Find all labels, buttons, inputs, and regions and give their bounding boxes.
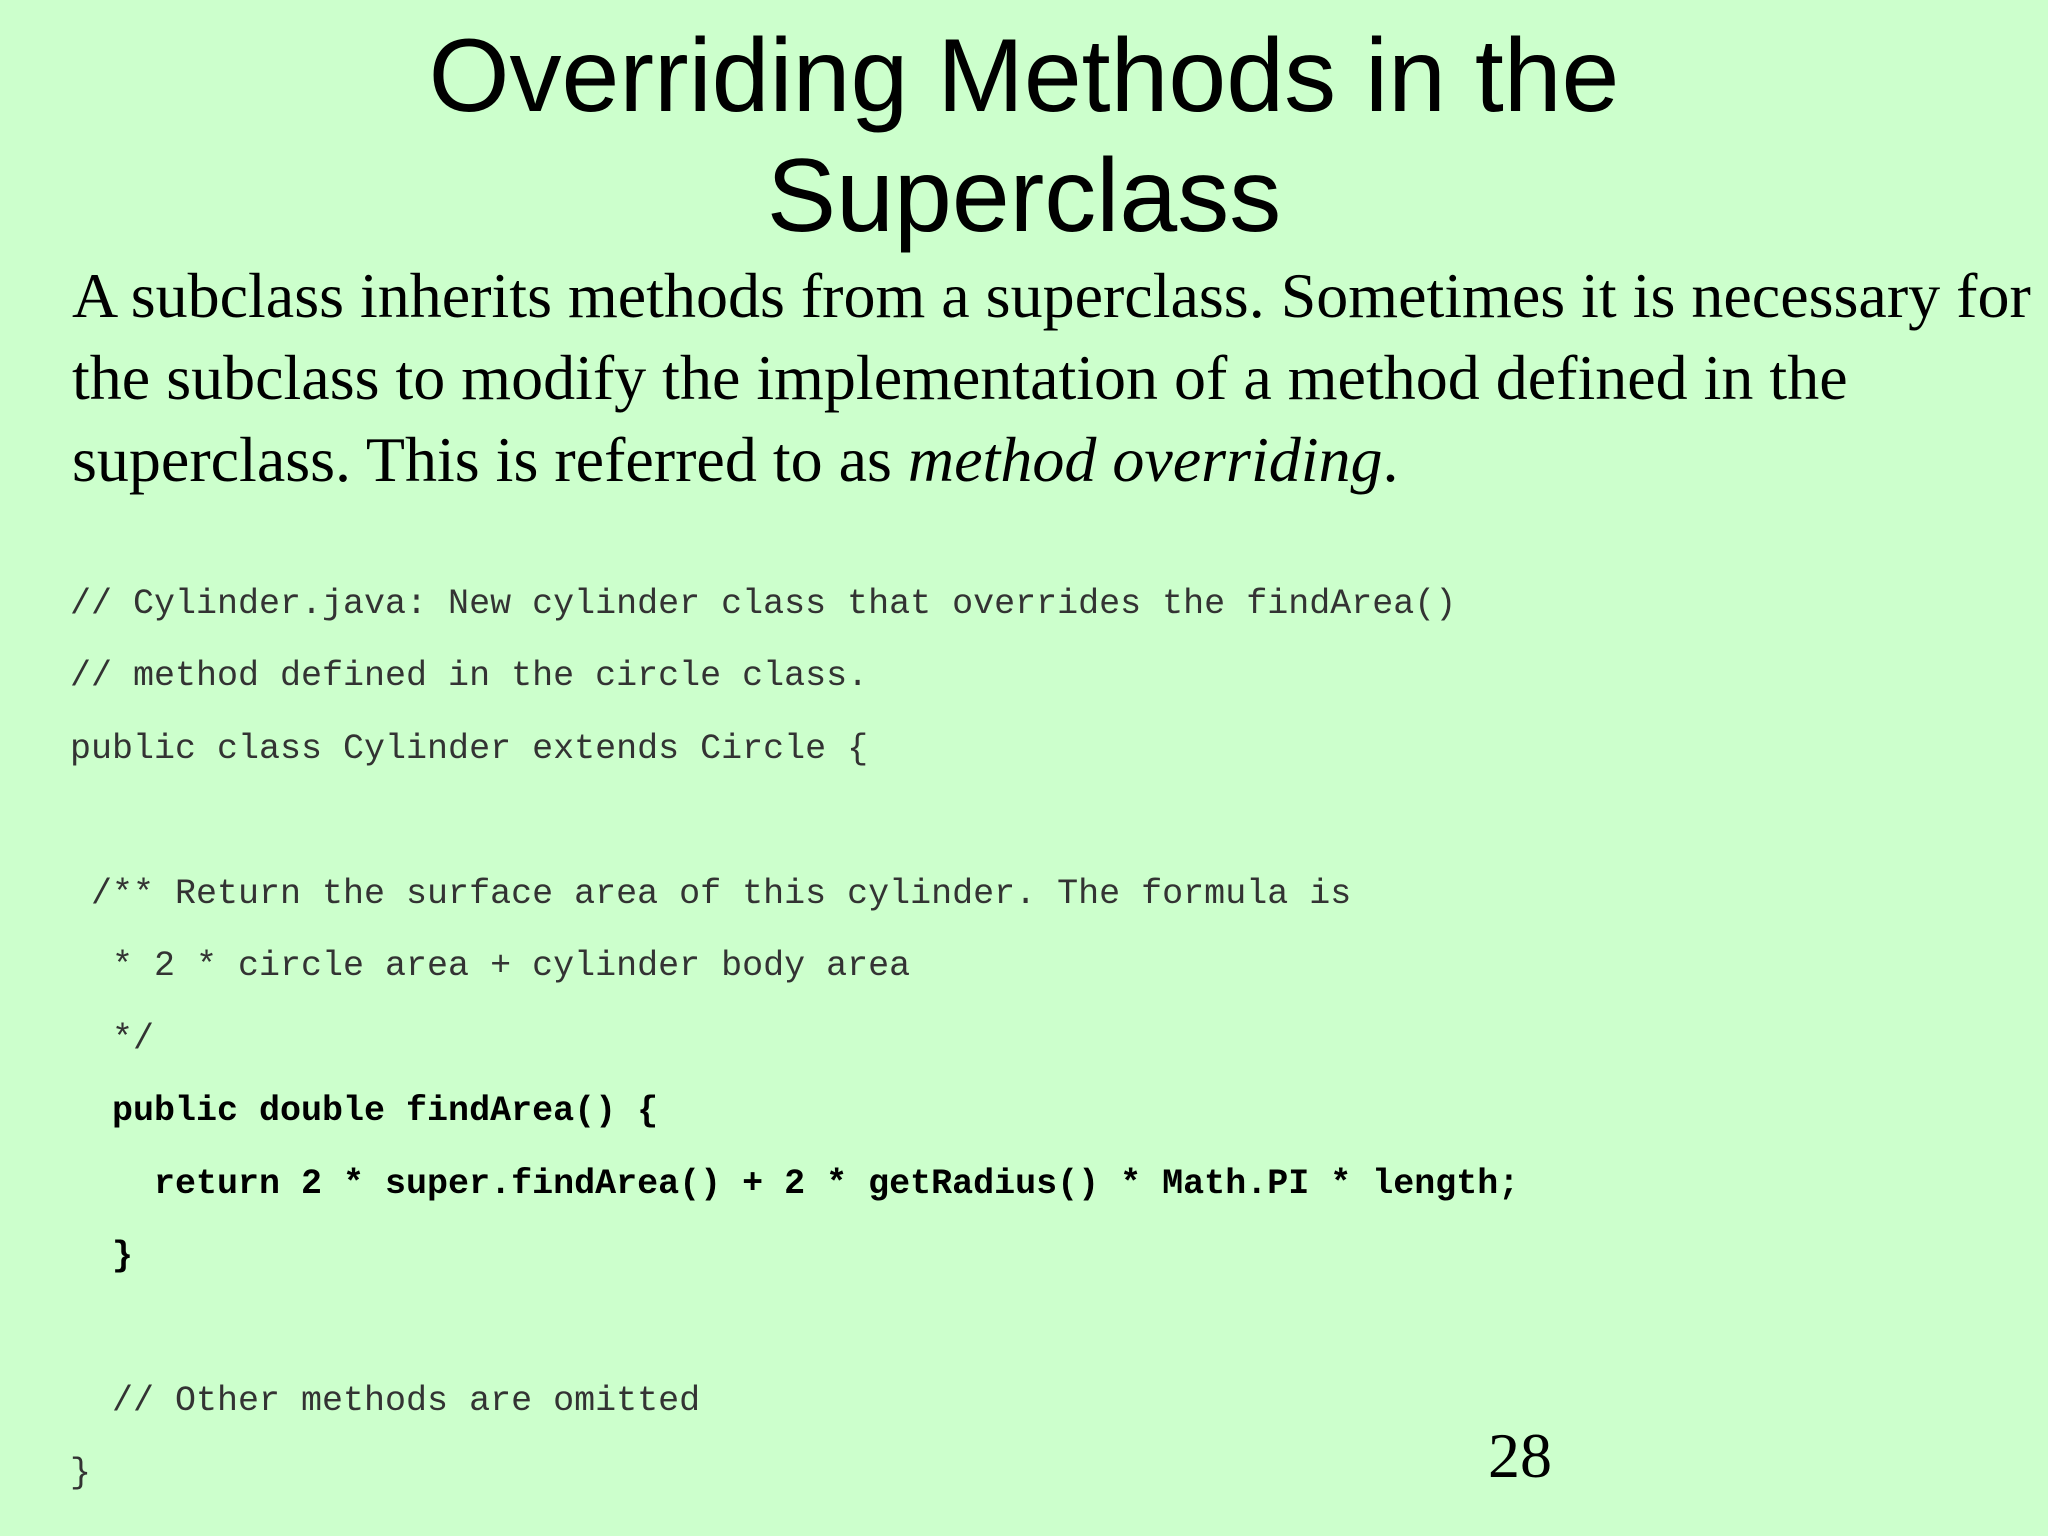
intro-emphasis: method overriding [907, 424, 1383, 495]
code-line-return: return 2 * super.findArea() + 2 * getRadius() * Math.PI * length; [70, 1164, 1520, 1204]
slide-title-line-2: Superclass [766, 138, 1282, 254]
code-line-comment-1: // Cylinder.java: New cylinder class that overrides the findArea() [70, 584, 1457, 624]
intro-end: . [1382, 424, 1399, 495]
code-line-class-decl: public class Cylinder extends Circle { [70, 729, 869, 769]
code-line-method-decl: public double findArea() { [70, 1091, 659, 1131]
code-line-javadoc-end: */ [70, 1019, 155, 1059]
code-line-comment-omitted: // Other methods are omitted [70, 1381, 701, 1421]
intro-paragraph [72, 255, 2032, 501]
code-line-method-close: } [70, 1236, 134, 1276]
slide-title-line-1: Overriding Methods in the [428, 18, 1620, 134]
code-line-javadoc-start: /** Return the surface area of this cylinder. The formula is [70, 874, 1352, 914]
code-line-comment-2: // method defined in the circle class. [70, 656, 869, 696]
code-line-class-close: } [70, 1453, 92, 1493]
page-number: 28 [1488, 1420, 1552, 1491]
intro-text: A subclass inherits methods from a superclass. Sometimes it is necessary for the subclass to modify the implementation of a method defined in the superclass. This is referred to as [72, 260, 2031, 495]
code-line-javadoc-body: * 2 * circle area + cylinder body area [70, 946, 911, 986]
